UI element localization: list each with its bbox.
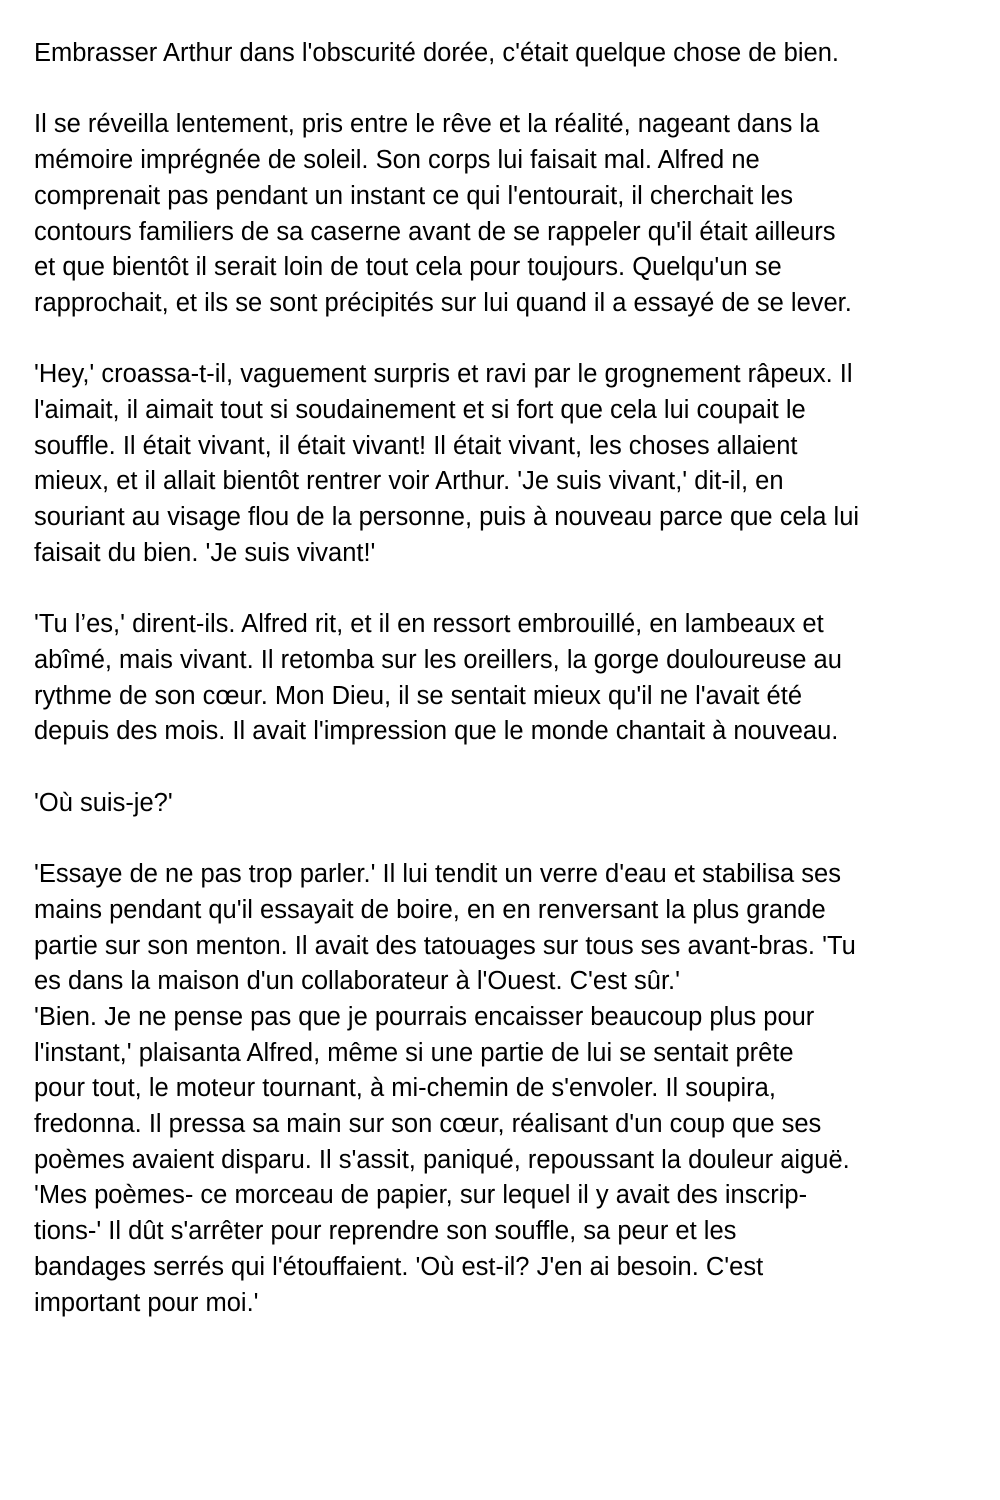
text-line: 'Où suis-je?': [34, 788, 173, 817]
text-line: rythme de son cœur. Mon Dieu, il se sentait mieux qu'il ne l'avait été: [34, 681, 803, 710]
text-line: Il se réveilla lentement, pris entre le rêve et la réalité, nageant dans la: [34, 110, 820, 139]
text-line: 'Mes poèmes- ce morceau de papier, sur lequel il y avait des inscrip-: [34, 1181, 808, 1210]
paragraph-6: [34, 857, 974, 1000]
paragraph-1: [34, 36, 974, 72]
text-line: rapprochait, et ils se sont précipités sur lui quand il a essayé de se lever.: [34, 288, 852, 317]
text-line: contours familiers de sa caserne avant de se rappeler qu'il était ailleurs: [34, 217, 836, 246]
paragraph-3: [34, 357, 974, 571]
text-line: l'aimait, il aimait tout si soudainement et si fort que cela lui coupait le: [34, 396, 806, 424]
text-line: abîmé, mais vivant. Il retomba sur les oreillers, la gorge douloureuse au: [34, 645, 842, 674]
text-line: 'Essaye de ne pas trop parler.' Il lui tendit un verre d'eau et stabilisa ses: [34, 860, 841, 889]
text-line: Embrasser Arthur dans l'obscurité dorée, c'était quelque chose de bien.: [34, 39, 839, 67]
text-line: es dans la maison d'un collaborateur à l'Ouest. C'est sûr.': [34, 967, 680, 996]
text-line: pour tout, le moteur tournant, à mi-chemin de s'envoler. Il soupira,: [34, 1074, 776, 1103]
text-line: important pour moi.': [34, 1288, 259, 1317]
text-line: souriant au visage flou de la personne, puis à nouveau parce que cela lui: [34, 503, 860, 532]
text-line: 'Bien. Je ne pense pas que je pourrais encaisser beaucoup plus pour: [34, 1002, 815, 1031]
paragraph-4: [34, 607, 974, 750]
text-line: faisait du bien. 'Je suis vivant!': [34, 538, 376, 567]
text-line: l'instant,' plaisanta Alfred, même si une partie de lui se sentait prête: [34, 1038, 794, 1067]
text-line: bandages serrés qui l'étouffaient. 'Où est-il? J'en ai besoin. C'est: [34, 1252, 764, 1281]
text-line: partie sur son menton. Il avait des tatouages sur tous ses avant-bras. 'Tu: [34, 931, 856, 960]
text-line: mieux, et il allait bientôt rentrer voir Arthur. 'Je suis vivant,' dit-il, en: [34, 467, 784, 496]
text-line: et que bientôt il serait loin de tout cela pour toujours. Quelqu'un se: [34, 253, 782, 282]
text-line: mains pendant qu'il essayait de boire, en en renversant la plus grande: [34, 895, 826, 924]
paragraph-2: [34, 107, 974, 321]
text-line: poèmes avaient disparu. Il s'assit, paniqué, repoussant la douleur aiguë.: [34, 1145, 850, 1174]
text-line: 'Tu l’es,' dirent-ils. Alfred rit, et il en ressort embrouillé, en lambeaux et: [34, 610, 824, 639]
text-line: tions-' Il dût s'arrêter pour reprendre son souffle, sa peur et les: [34, 1217, 737, 1246]
document-page: [34, 36, 974, 1357]
text-line: 'Hey,' croassa-t-il, vaguement surpris et ravi par le grognement râpeux. Il: [34, 360, 853, 389]
text-line: souffle. Il était vivant, il était vivant! Il était vivant, les choses allaient: [34, 431, 798, 460]
text-line: fredonna. Il pressa sa main sur son cœur, réalisant d'un coup que ses: [34, 1110, 822, 1139]
text-line: comprenait pas pendant un instant ce qui l'entourait, il cherchait les: [34, 181, 793, 210]
paragraph-5: [34, 786, 974, 822]
text-line: mémoire imprégnée de soleil. Son corps lui faisait mal. Alfred ne: [34, 146, 760, 175]
paragraph-7: [34, 1000, 974, 1321]
text-line: depuis des mois. Il avait l'impression que le monde chantait à nouveau.: [34, 717, 839, 746]
